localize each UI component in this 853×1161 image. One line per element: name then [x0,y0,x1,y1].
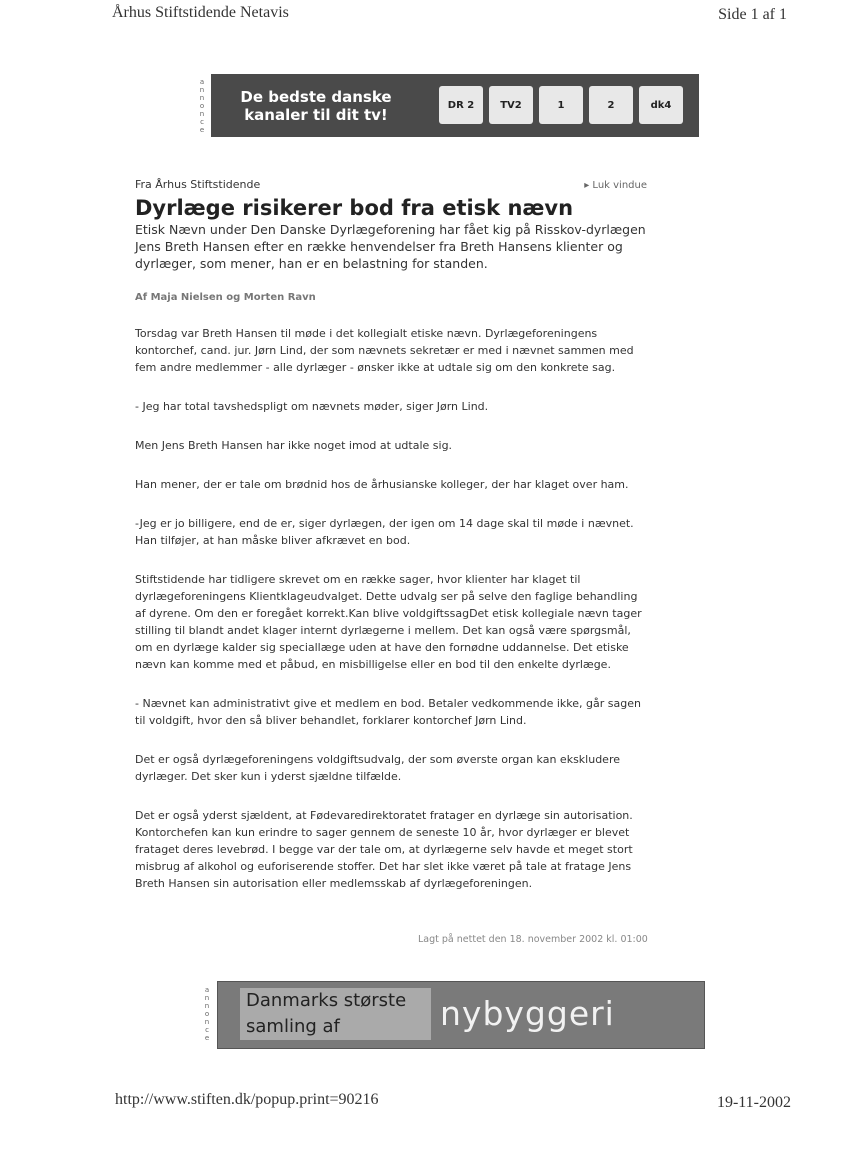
article-lead: Etisk Nævn under Den Danske Dyrlægeforening har fået kig på Risskov-dyrlægen Jens Breth Hansen efter en række henvendelser fra Breth Hansens klienter og dyrlæger, som mener, han er en belastning for standen. [135,222,646,271]
channel-logo: 1 [539,86,583,124]
print-footer-date: 19-11-2002 [716,1094,791,1111]
article-paragraph: Men Jens Breth Hansen har ikke noget imod at udtale sig. [135,439,453,452]
channel-logo: 2 [589,86,633,124]
posted-timestamp: Lagt på nettet den 18. november 2002 kl. 01:00 [418,934,648,945]
article-byline: Af Maja Nielsen og Morten Ravn [135,292,316,303]
channel-logos [439,86,685,126]
article-paragraph: Stiftstidende har tidligere skrevet om en række sager, hvor klienter har klaget til dyrlægeforeningens Klientklageudvalget. Dette udvalg ser på selve den faglige behandling af dyrene. Om den er foregået korrekt.Kan blive voldgiftssagDet etisk kollegiale nævn tager stilling til blandt andet klager internt dyrlægerne i mellem. Det kan også være spørgsmål, om en dyrlæge kalder sig speciallæge uden at have den fornødne uddannelse. Det etiske nævn kan komme med et påbud, en misbilligelse eller en bod til den enkelte dyrlæge. [135,573,642,671]
article-headline: Dyrlæge risikerer bod fra etisk nævn [135,196,574,220]
close-window-link[interactable]: ▸ Luk vindue [584,180,647,191]
ad-label: annonce [199,78,205,134]
ad-text: Danmarks største samling af [240,988,431,1040]
ad-text: De bedste danske kanaler til dit tv! [240,88,392,124]
ad-text-large: nybyggeri [440,994,615,1033]
ad-label: annonce [204,986,210,1042]
article-paragraph: Torsdag var Breth Hansen til møde i det kollegialt etiske nævn. Dyrlægeforeningens kontorchef, cand. jur. Jørn Lind, der som nævnets sekretær er med i nævnet sammen med fem andre medlemmer - alle dyrlæger - ønsker ikke at udtale sig om den konkrete sag. [135,327,634,374]
channel-logo: DR 2 [439,86,483,124]
print-header-site: Århus Stiftstidende Netavis [112,4,289,21]
article-paragraph: -Jeg er jo billigere, end de er, siger dyrlægen, der igen om 14 dage skal til møde i nævnet. Han tilføjer, at han måske bliver afkrævet en bod. [135,517,634,547]
article-source: Fra Århus Stiftstidende [135,178,261,191]
article-paragraph: - Nævnet kan administrativt give et medlem en bod. Betaler vedkommende ikke, går sagen til voldgift, hvor den så bliver behandlet, forklarer kontorchef Jørn Lind. [135,697,641,727]
channel-logo: TV2 [489,86,533,124]
article-paragraph: Det er også yderst sjældent, at Fødevaredirektoratet fratager en dyrlæge sin autorisation. Kontorchefen kan kun erindre to sager gennem de seneste 10 år, hvor dyrlæger er blevet frataget deres levebrød. I begge var der tale om, at dyrlægerne selv havde et meget stort misbrug af alkohol og euforiserende stoffer. Det har slet ikke været på tale at fratage Jens Breth Hansen sin autorisation eller medlemsskab af dyrlægeforeningen. [135,809,633,890]
article-paragraph: Det er også dyrlægeforeningens voldgiftsudvalg, der som øverste organ kan ekskludere dyrlæger. Det sker kun i yderst sjældne tilfælde. [135,753,620,783]
close-window-label: Luk vindue [592,180,647,191]
print-header-page: Side 1 af 1 [718,6,787,23]
ad-banner-tv-channels[interactable] [211,74,699,137]
ad-banner-nybyggeri[interactable] [217,981,705,1049]
print-footer-url: http://www.stiften.dk/popup.print=90216 [115,1091,379,1108]
article-paragraph: Han mener, der er tale om brødnid hos de århusianske kolleger, der har klaget over ham. [135,478,629,491]
channel-logo: dk4 [639,86,683,124]
article-paragraph: - Jeg har total tavshedspligt om nævnets møder, siger Jørn Lind. [135,400,489,413]
article [135,178,647,892]
